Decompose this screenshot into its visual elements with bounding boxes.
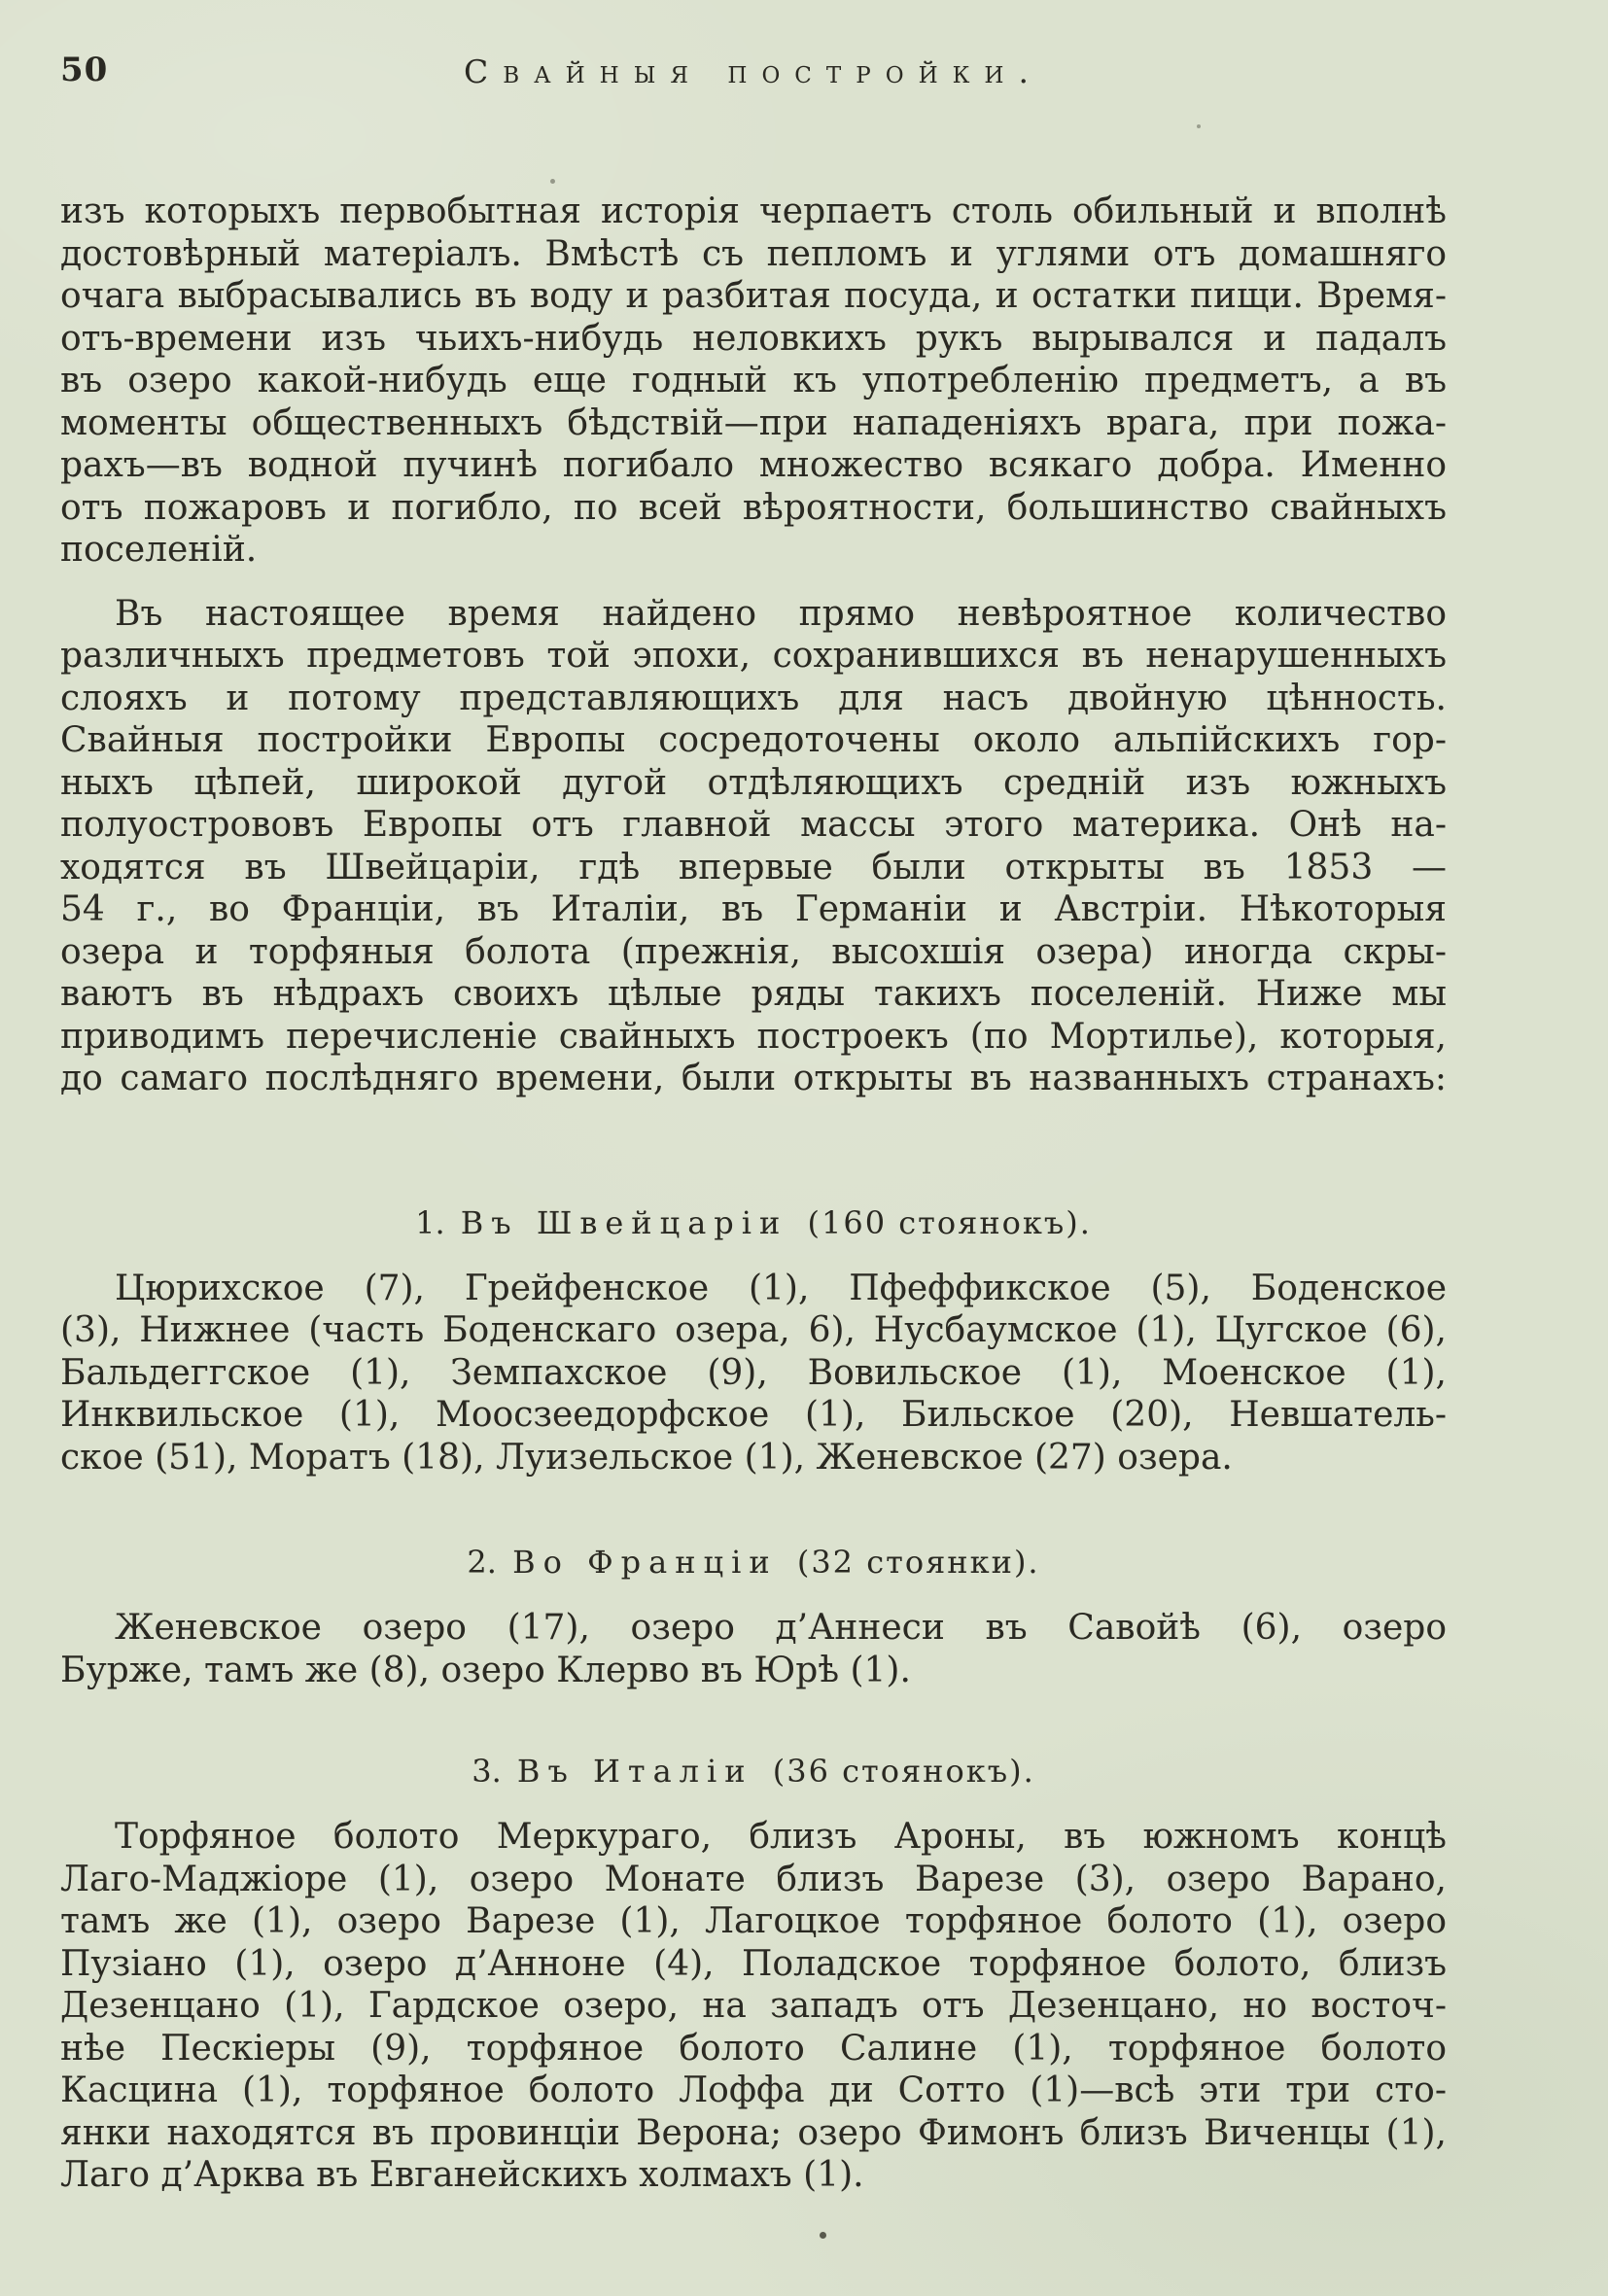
text-line: слояхъ и потому представляющихъ для насъ двойную цѣнность.	[60, 678, 1447, 718]
text-line: янки находятся въ провинціи Верона; озеро Фимонъ близъ Виченцы (1),	[60, 2112, 1447, 2153]
text-line: приводимъ перечисленіе свайныхъ построекъ (по Мортилье), которыя,	[60, 1016, 1447, 1057]
section-heading-france	[60, 1541, 1447, 1583]
text-line: ходятся въ Швейцаріи, гдѣ впервые были открыты въ 1853 —	[60, 847, 1447, 887]
text-line: достовѣрный матеріалъ. Вмѣстѣ съ пепломъ и углями отъ домашняго	[60, 233, 1447, 274]
text-line: Лаго-Маджіоре (1), озеро Монате близъ Варезе (3), озеро Варано,	[60, 1859, 1447, 1899]
text-line: Торфяное болото Меркураго, близъ Ароны, въ южномъ концѣ	[115, 1817, 1447, 1857]
text-line: отъ пожаровъ и погибло, по всей вѣроятности, большинство свайныхъ	[60, 487, 1447, 528]
section-count: (36 стоянокъ).	[772, 1753, 1035, 1790]
paragraph-1	[60, 191, 1447, 572]
text-line: озера и торфяныя болота (прежнія, высохшія озера) иногда скры-	[60, 931, 1447, 972]
ink-speck	[1197, 124, 1201, 128]
text-line: Бальдеггское (1), Земпахское (9), Вовильское (1), Моенское (1),	[60, 1352, 1447, 1393]
page-number: 50	[60, 51, 109, 89]
text-line: Бурже, тамъ же (8), озеро Клерво въ Юрѣ (1).	[60, 1650, 911, 1690]
section-heading-italy	[60, 1750, 1447, 1792]
paragraph-france-list	[60, 1607, 1447, 1691]
section-number: 1.	[415, 1203, 445, 1241]
text-line: до самаго послѣдняго времени, были открыты въ названныхъ странахъ:	[60, 1059, 1447, 1098]
text-line: ныхъ цѣпей, широкой дугой отдѣляющихъ средній изъ южныхъ	[60, 762, 1447, 803]
text-line: (3), Нижнее (часть Боденскаго озера, 6), Нусбаумское (1), Цугское (6),	[60, 1310, 1447, 1350]
text-line: изъ которыхъ первобытная исторія черпаетъ столь обильный и вполнѣ	[60, 191, 1447, 231]
section-title: Въ Италіи	[516, 1753, 753, 1790]
paragraph-switzerland-list	[60, 1268, 1447, 1479]
text-line: Въ настоящее время найдено прямо невѣроятное количество	[115, 593, 1447, 634]
text-line: Цюрихское (7), Грейфенское (1), Пфеффикское (5), Боденское	[115, 1268, 1447, 1308]
page-body	[60, 0, 1447, 2197]
text-line: очага выбрасывались въ воду и разбитая посуда, и остатки пищи. Время-	[60, 276, 1447, 316]
text-line: Инквильское (1), Моосзеедорфское (1), Бильское (20), Невшатель-	[60, 1395, 1447, 1435]
section-number: 2.	[467, 1544, 497, 1581]
text-line: Свайныя постройки Европы сосредоточены около альпійскихъ гор-	[60, 720, 1447, 760]
text-line: полуострововъ Европы отъ главной массы этого материка. Онѣ на-	[60, 805, 1447, 845]
text-line: отъ-времени изъ чьихъ-нибудь неловкихъ рукъ вырывался и падалъ	[60, 318, 1447, 359]
text-line: 54 г., во Франціи, въ Италіи, въ Германіи и Австріи. Нѣкоторыя	[60, 889, 1447, 929]
text-line: поселеній.	[60, 530, 258, 570]
section-heading-switzerland	[60, 1201, 1447, 1244]
section-title: Въ Швейцаріи	[460, 1203, 788, 1241]
ink-speck	[820, 2232, 826, 2239]
text-line: ваютъ въ нѣдрахъ своихъ цѣлые ряды такихъ поселеній. Ниже мы	[60, 974, 1447, 1014]
page-header-title: Свайныя постройки.	[464, 52, 1043, 90]
section-count: (160 стоянокъ).	[807, 1203, 1092, 1241]
paragraph-italy-list	[60, 1816, 1447, 2197]
paragraph-2	[60, 593, 1447, 1100]
section-count: (32 стоянки).	[796, 1544, 1040, 1581]
text-line: рахъ—въ водной пучинѣ погибало множество всякаго добра. Именно	[60, 445, 1447, 485]
text-line: ское (51), Моратъ (18), Луизельское (1), Женевское (27) озера.	[60, 1437, 1233, 1478]
text-line: моменты общественныхъ бѣдствій—при нападеніяхъ врага, при пожа-	[60, 402, 1447, 443]
text-line: Женевское озеро (17), озеро д’Аннеси въ Савойѣ (6), озеро	[115, 1608, 1447, 1648]
section-number: 3.	[472, 1753, 502, 1790]
ink-speck	[550, 179, 555, 184]
section-title: Во Франціи	[512, 1544, 778, 1581]
text-line: Касцина (1), торфяное болото Лоффа ди Сотто (1)—всѣ эти три сто-	[60, 2070, 1447, 2110]
text-line: въ озеро какой-нибудь еще годный къ употребленію предметъ, а въ	[60, 361, 1447, 400]
text-line: тамъ же (1), озеро Варезе (1), Лагоцкое торфяное болото (1), озеро	[60, 1901, 1447, 1941]
text-line: нѣе Пескіеры (9), торфяное болото Салине (1), торфяное болото	[60, 2028, 1447, 2069]
text-line: Пузіано (1), озеро д’Анноне (4), Поладское торфяное болото, близъ	[60, 1943, 1447, 1984]
text-line: различныхъ предметовъ той эпохи, сохранившихся въ ненарушенныхъ	[60, 636, 1447, 676]
text-line: Лаго д’Арква въ Евганейскихъ холмахъ (1).	[60, 2155, 864, 2195]
text-line: Дезенцано (1), Гардское озеро, на западъ отъ Дезенцано, но восточ-	[60, 1986, 1447, 2026]
